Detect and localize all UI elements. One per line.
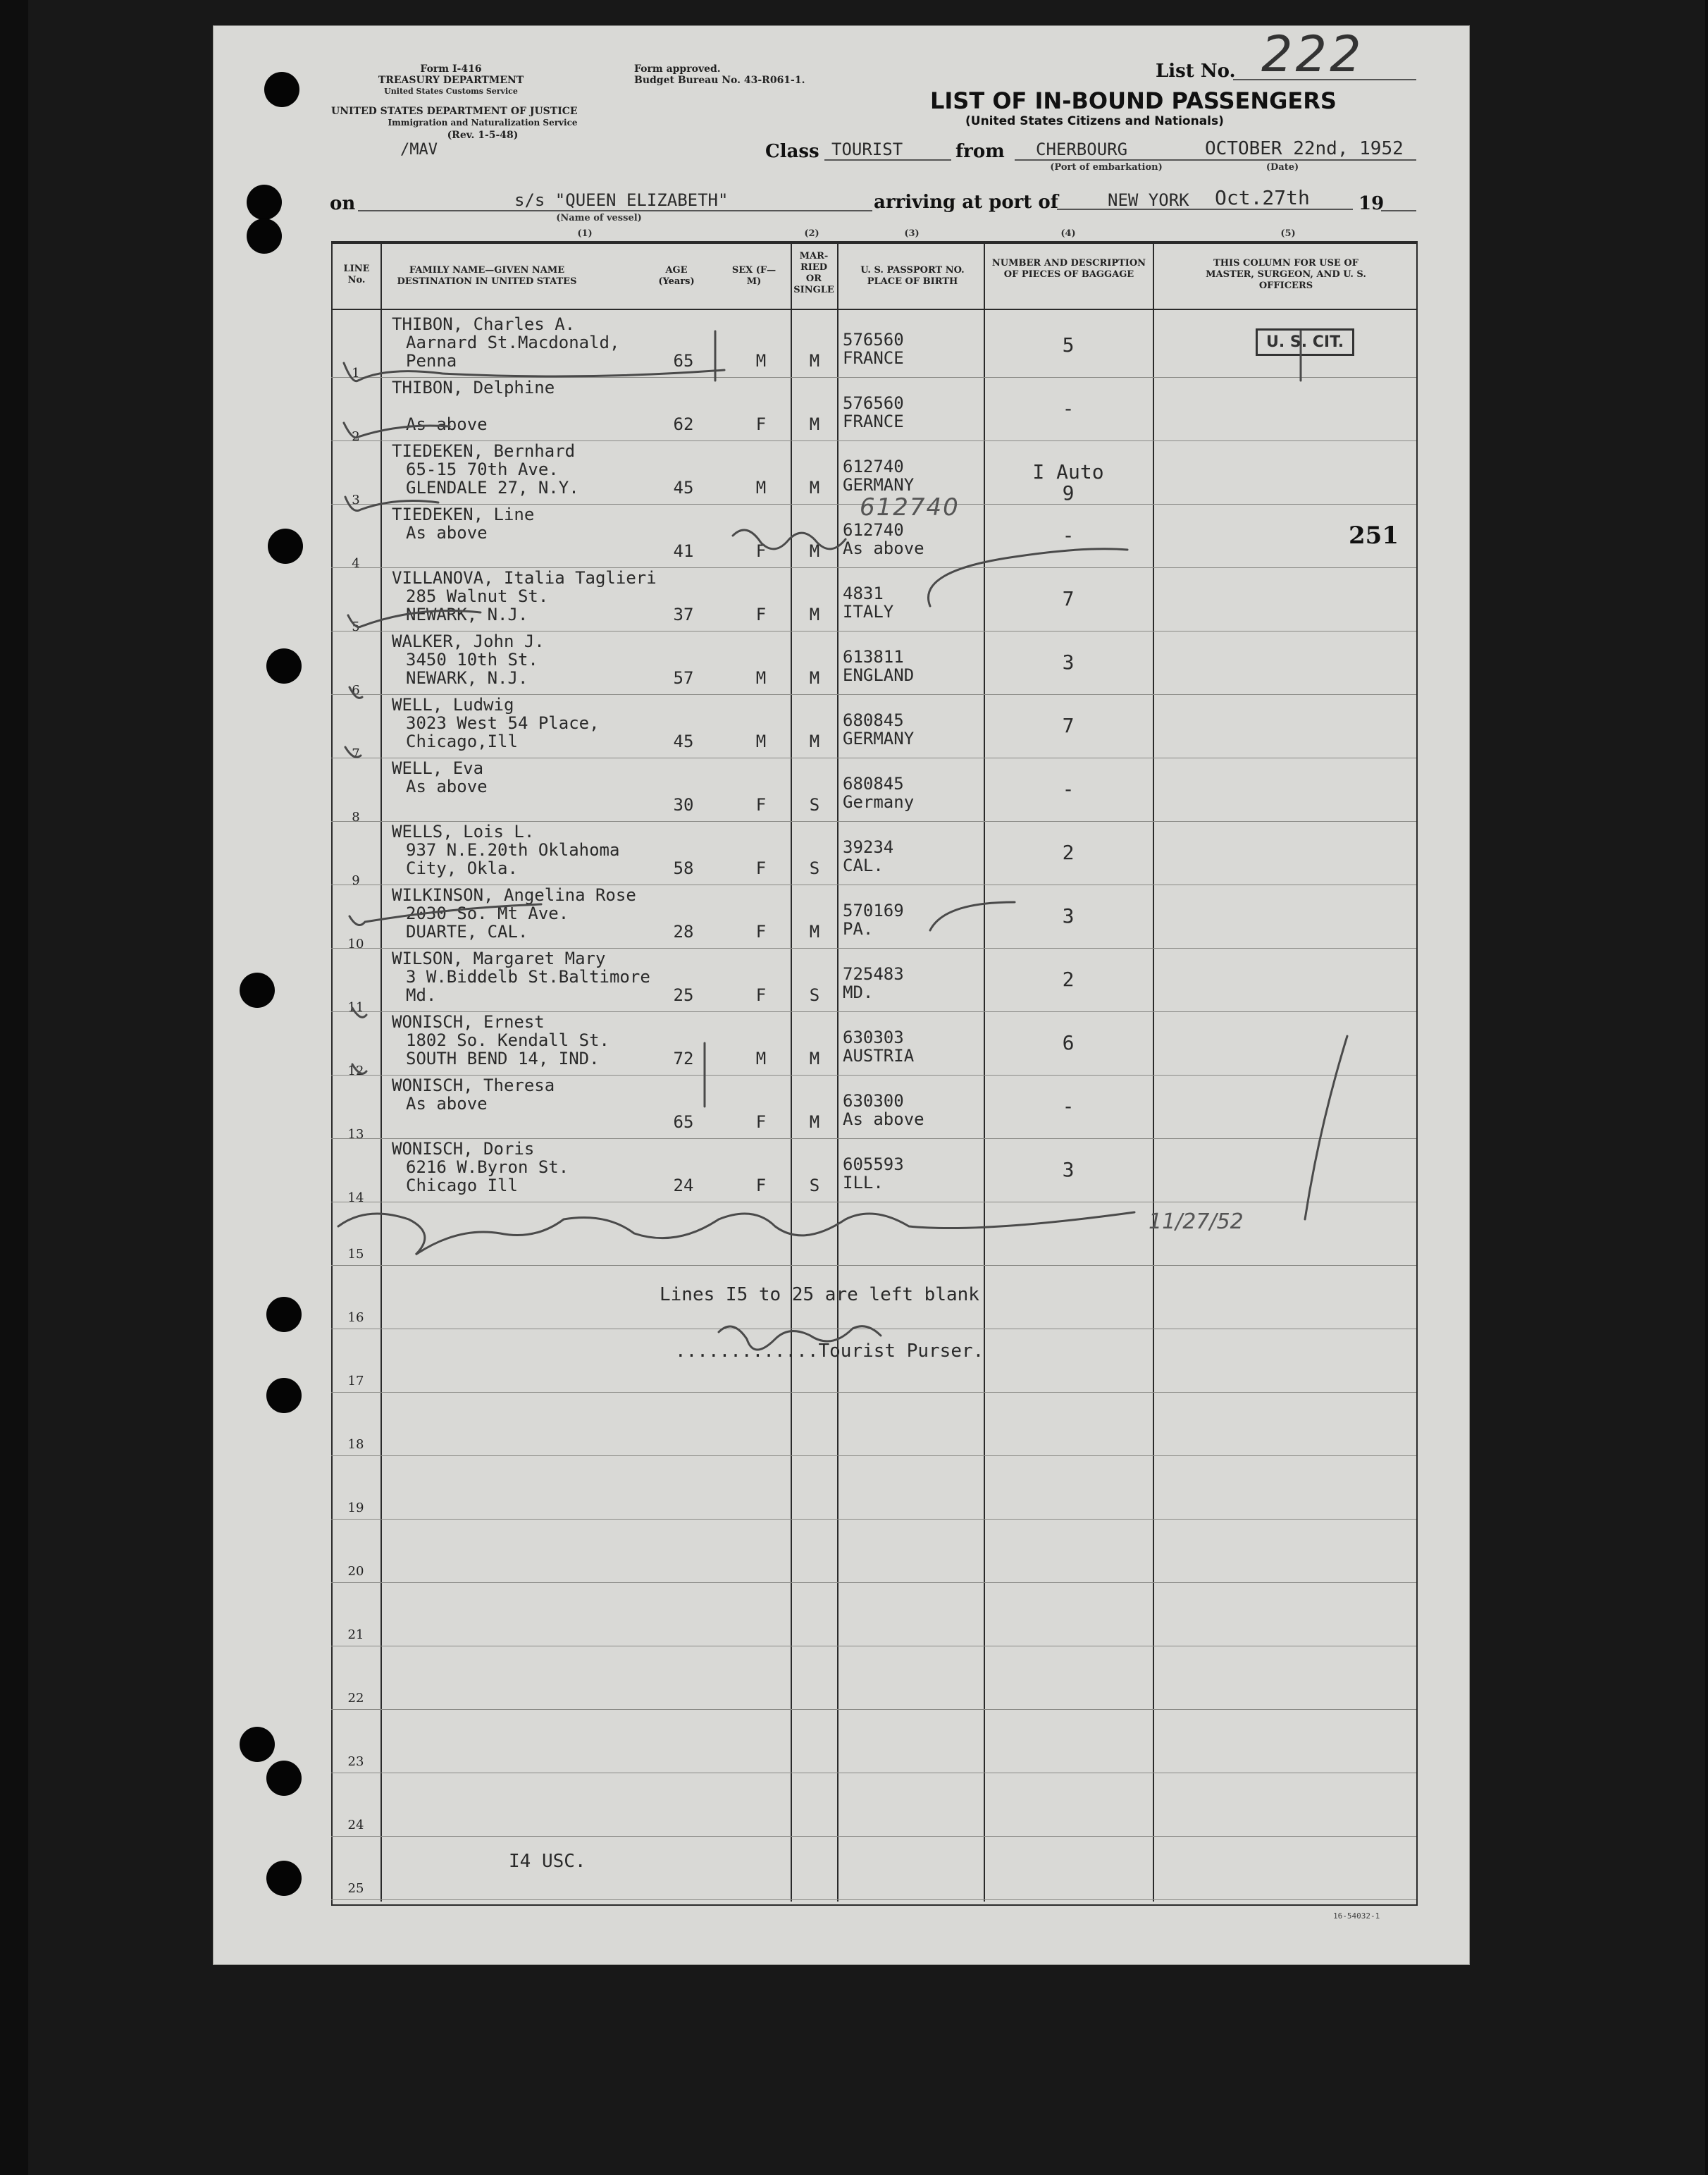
line-number: 20 bbox=[347, 1564, 364, 1579]
passenger-name: WONISCH, Ernest bbox=[392, 1012, 545, 1032]
marital-status: S bbox=[809, 858, 820, 878]
destination-line-2: SOUTH BEND 14, IND. bbox=[406, 1049, 600, 1068]
year-label: 19 bbox=[1359, 193, 1385, 214]
header-officers: THIS COLUMN FOR USE OF MASTER, SURGEON, AND U. S. OFFICERS bbox=[1206, 258, 1366, 291]
arrival-port: NEW YORK bbox=[1108, 190, 1189, 210]
baggage-count: I Auto bbox=[1032, 460, 1104, 483]
line-number: 13 bbox=[347, 1127, 364, 1142]
baggage-count: - bbox=[1062, 397, 1075, 420]
baggage-count: 6 bbox=[1062, 1031, 1075, 1054]
checkmark bbox=[352, 1064, 366, 1073]
date-caption: (Date) bbox=[1265, 162, 1299, 173]
passenger-name: WILKINSON, Angelina Rose bbox=[392, 885, 636, 905]
colnum-2: (2) bbox=[804, 228, 819, 239]
baggage-count: 3 bbox=[1062, 651, 1075, 674]
sex: M bbox=[755, 478, 767, 498]
footer-code: 16-54032-1 bbox=[1333, 1911, 1380, 1921]
passport-number: 39234 bbox=[843, 837, 894, 857]
destination-line-1: As above bbox=[406, 1094, 488, 1114]
sex: F bbox=[755, 985, 767, 1005]
marital-status: M bbox=[809, 668, 820, 688]
arriving-label: arriving at port of bbox=[874, 192, 1058, 213]
checkmark bbox=[344, 423, 450, 438]
list-number: 222 bbox=[1261, 25, 1364, 83]
age: 28 bbox=[673, 922, 694, 942]
header-age: AGE (Years) bbox=[658, 265, 695, 287]
age: 41 bbox=[673, 541, 694, 561]
side-number: 251 bbox=[1349, 522, 1399, 550]
checkmark bbox=[349, 687, 362, 698]
passenger-name: WILSON, Margaret Mary bbox=[392, 949, 606, 968]
destination-line-1: 1802 So. Kendall St. bbox=[406, 1030, 609, 1050]
destination-line-1: 2030 So. Mt Ave. bbox=[406, 904, 569, 923]
passenger-name: WONISCH, Doris bbox=[392, 1139, 535, 1159]
handwritten-annotation bbox=[733, 530, 846, 549]
marital-status: M bbox=[809, 541, 820, 561]
passenger-name: WELL, Ludwig bbox=[392, 695, 514, 715]
destination-line-1: 3 W.Biddelb St.Baltimore bbox=[406, 967, 650, 987]
destination-line-2: DUARTE, CAL. bbox=[406, 922, 528, 942]
line-number: 12 bbox=[347, 1064, 364, 1078]
place-of-birth: FRANCE bbox=[843, 348, 904, 368]
passport-number: 613811 bbox=[843, 647, 904, 667]
age: 65 bbox=[673, 351, 694, 371]
checkmark bbox=[1305, 1036, 1347, 1219]
destination-line-1: Aarnard St.Macdonald, bbox=[406, 333, 620, 352]
vessel-name: s/s "QUEEN ELIZABETH" bbox=[514, 190, 729, 210]
document-title: LIST OF IN-BOUND PASSENGERS bbox=[930, 87, 1337, 114]
baggage-count: 2 bbox=[1062, 968, 1075, 991]
line-number: 3 bbox=[352, 493, 360, 507]
checkmark bbox=[345, 747, 361, 757]
marital-status: M bbox=[809, 605, 820, 624]
age: 37 bbox=[673, 605, 694, 624]
passenger-name: WELL, Eva bbox=[392, 758, 484, 778]
vessel-caption: (Name of vessel) bbox=[556, 213, 642, 223]
passenger-name: WONISCH, Theresa bbox=[392, 1076, 555, 1095]
line-number: 11 bbox=[347, 1000, 364, 1015]
checkmark bbox=[345, 497, 438, 511]
line-number: 16 bbox=[347, 1310, 364, 1325]
checkmark bbox=[349, 904, 541, 925]
colnum-5: (5) bbox=[1280, 228, 1296, 239]
passport-number: 630303 bbox=[843, 1028, 904, 1047]
age: 65 bbox=[673, 1112, 694, 1132]
us-citizen-stamp: U. S. CIT. bbox=[1256, 328, 1354, 356]
destination-line-2: NEWARK, N.J. bbox=[406, 668, 528, 688]
sex: F bbox=[755, 414, 767, 434]
marital-status: M bbox=[809, 351, 820, 371]
line-number: 9 bbox=[352, 873, 360, 888]
checkmark bbox=[929, 549, 1128, 606]
header-sex: SEX (F—M) bbox=[731, 265, 776, 287]
line-number: 8 bbox=[352, 810, 360, 825]
clerk-initials: /MAV bbox=[400, 141, 438, 159]
on-label: on bbox=[330, 193, 356, 214]
colnum-3: (3) bbox=[904, 228, 920, 239]
form-number: Form I-416 bbox=[420, 63, 482, 75]
destination-line-2: NEWARK, N.J. bbox=[406, 605, 528, 624]
line-number: 24 bbox=[347, 1818, 364, 1832]
port-caption: (Port of embarkation) bbox=[1050, 162, 1163, 173]
line-number: 7 bbox=[352, 746, 360, 761]
line-number: 22 bbox=[347, 1691, 364, 1706]
handwritten-passport-note: 612740 bbox=[860, 493, 960, 522]
destination-line-1: As above bbox=[406, 523, 488, 543]
baggage-count: 3 bbox=[1062, 904, 1075, 928]
revision: (Rev. 1-5-48) bbox=[447, 130, 519, 141]
document-subtitle: (United States Citizens and Nationals) bbox=[965, 114, 1224, 128]
baggage-count: - bbox=[1062, 1095, 1075, 1118]
destination-line-2: GLENDALE 27, N.Y. bbox=[406, 478, 579, 498]
passenger-name: WALKER, John J. bbox=[392, 631, 545, 651]
line-number: 15 bbox=[347, 1247, 364, 1262]
place-of-birth: ILL. bbox=[843, 1173, 884, 1193]
place-of-birth: Germany bbox=[843, 792, 915, 812]
marital-status: M bbox=[809, 922, 820, 942]
baggage-count: 3 bbox=[1062, 1158, 1075, 1181]
form-approved: Form approved. bbox=[634, 63, 721, 75]
line-number: 1 bbox=[352, 366, 360, 381]
line-number: 10 bbox=[347, 937, 364, 951]
passenger-name: TIEDEKEN, Line bbox=[392, 505, 535, 524]
passport-number: 605593 bbox=[843, 1154, 904, 1174]
passport-number: 725483 bbox=[843, 964, 904, 984]
marital-status: M bbox=[809, 1049, 820, 1068]
destination-line-2: Chicago Ill bbox=[406, 1176, 518, 1195]
sex: F bbox=[755, 541, 767, 561]
passport-number: 630300 bbox=[843, 1091, 904, 1111]
age: 45 bbox=[673, 478, 694, 498]
sex: F bbox=[755, 858, 767, 878]
embarkation-date: OCTOBER 22nd, 1952 bbox=[1205, 138, 1404, 159]
destination-line-1: 937 N.E.20th Oklahoma bbox=[406, 840, 620, 860]
marital-status: S bbox=[809, 795, 820, 815]
line-number: 5 bbox=[352, 620, 360, 634]
list-no-label: List No. bbox=[1156, 61, 1236, 82]
passport-number: 576560 bbox=[843, 330, 904, 350]
passport-number: 680845 bbox=[843, 710, 904, 730]
sex: F bbox=[755, 922, 767, 942]
place-of-birth: FRANCE bbox=[843, 412, 904, 431]
class-label: Class bbox=[765, 141, 819, 162]
sex: M bbox=[755, 668, 767, 688]
class-value: TOURIST bbox=[831, 140, 903, 159]
header-baggage: NUMBER AND DESCRIPTION OF PIECES OF BAGGAGE bbox=[991, 258, 1146, 280]
passport-number: 576560 bbox=[843, 393, 904, 413]
baggage-count: - bbox=[1062, 524, 1075, 547]
baggage-count: - bbox=[1062, 777, 1075, 801]
age: 30 bbox=[673, 795, 694, 815]
passport-number: 570169 bbox=[843, 901, 904, 920]
age: 62 bbox=[673, 414, 694, 434]
place-of-birth: GERMANY bbox=[843, 729, 915, 748]
marital-status: M bbox=[809, 1112, 820, 1132]
passport-number: 4831 bbox=[843, 584, 884, 603]
checkmark bbox=[344, 363, 724, 381]
baggage-count: 7 bbox=[1062, 714, 1075, 737]
justice-dept: UNITED STATES DEPARTMENT OF JUSTICE bbox=[331, 106, 578, 117]
destination-line-2: Md. bbox=[406, 985, 437, 1005]
passenger-name: VILLANOVA, Italia Taglieri bbox=[392, 568, 657, 588]
place-of-birth: As above bbox=[843, 538, 924, 558]
baggage-count: 2 bbox=[1062, 841, 1075, 864]
place-of-birth: CAL. bbox=[843, 856, 884, 875]
line-number: 19 bbox=[347, 1501, 364, 1515]
line-number: 14 bbox=[347, 1190, 364, 1205]
age: 58 bbox=[673, 858, 694, 878]
place-of-birth: MD. bbox=[843, 982, 874, 1002]
checkmark bbox=[352, 1008, 366, 1017]
blank-lines-note: Lines I5 to 25 are left blank bbox=[660, 1284, 979, 1305]
passport-number: 612740 bbox=[843, 457, 904, 476]
age: 25 bbox=[673, 985, 694, 1005]
passport-number: 680845 bbox=[843, 774, 904, 794]
destination-line-2: Chicago,Ill bbox=[406, 732, 518, 751]
port-of-embarkation: CHERBOURG bbox=[1036, 140, 1128, 159]
age: 57 bbox=[673, 668, 694, 688]
destination-line-2: City, Okla. bbox=[406, 858, 518, 878]
age: 45 bbox=[673, 732, 694, 751]
arrival-date: Oct.27th bbox=[1215, 186, 1310, 209]
baggage-count: 7 bbox=[1062, 587, 1075, 610]
checkmark bbox=[930, 902, 1015, 930]
destination-line-2: Penna bbox=[406, 351, 457, 371]
age: 24 bbox=[673, 1176, 694, 1195]
budget-bureau: Budget Bureau No. 43-R061-1. bbox=[634, 75, 805, 86]
line-number: 25 bbox=[347, 1881, 364, 1896]
line-number: 6 bbox=[352, 683, 360, 698]
purser-line: .............Tourist Purser. bbox=[675, 1341, 984, 1362]
line-number: 4 bbox=[352, 556, 360, 571]
ins-service: Immigration and Naturalization Service bbox=[388, 118, 578, 128]
destination-line-2: As above bbox=[406, 414, 488, 434]
age: 72 bbox=[673, 1049, 694, 1068]
header-line: LINE No. bbox=[343, 264, 370, 285]
sex: M bbox=[755, 351, 767, 371]
line-number: 23 bbox=[347, 1754, 364, 1769]
destination-line-1: 285 Walnut St. bbox=[406, 586, 549, 606]
place-of-birth: AUSTRIA bbox=[843, 1046, 915, 1066]
passenger-name: THIBON, Delphine bbox=[392, 378, 555, 398]
place-of-birth: GERMANY bbox=[843, 475, 915, 495]
from-label: from bbox=[955, 141, 1005, 162]
destination-line-1: As above bbox=[406, 777, 488, 796]
header-name: FAMILY NAME—GIVEN NAME DESTINATION IN UNITED STATES bbox=[397, 265, 577, 287]
passenger-name: THIBON, Charles A. bbox=[392, 314, 576, 334]
marital-status: M bbox=[809, 732, 820, 751]
line-number: 17 bbox=[347, 1374, 364, 1388]
place-of-birth: As above bbox=[843, 1109, 924, 1129]
header-married: MAR- RIED OR SINGLE bbox=[793, 251, 834, 295]
customs-service: United States Customs Service bbox=[384, 87, 518, 96]
place-of-birth: ENGLAND bbox=[843, 665, 915, 685]
checkmark bbox=[348, 611, 481, 627]
usc-note: I4 USC. bbox=[509, 1851, 586, 1872]
place-of-birth: ITALY bbox=[843, 602, 894, 622]
marital-status: S bbox=[809, 1176, 820, 1195]
colnum-1: (1) bbox=[577, 228, 593, 239]
passenger-name: TIEDEKEN, Bernhard bbox=[392, 441, 576, 461]
treasury-dept: TREASURY DEPARTMENT bbox=[378, 75, 524, 86]
sex: F bbox=[755, 1176, 767, 1195]
line-number: 2 bbox=[352, 429, 360, 444]
marital-status: M bbox=[809, 478, 820, 498]
line-number: 18 bbox=[347, 1437, 364, 1452]
line-number: 21 bbox=[347, 1627, 364, 1642]
passenger-name: WELLS, Lois L. bbox=[392, 822, 535, 842]
sex: F bbox=[755, 1112, 767, 1132]
destination-line-1: 6216 W.Byron St. bbox=[406, 1157, 569, 1177]
destination-line-1: 3023 West 54 Place, bbox=[406, 713, 600, 733]
place-of-birth: PA. bbox=[843, 919, 874, 939]
header-passport: U. S. PASSPORT NO. PLACE OF BIRTH bbox=[860, 265, 965, 287]
sex: M bbox=[755, 1049, 767, 1068]
baggage-count-2: 9 bbox=[1062, 481, 1075, 505]
signature-stroke bbox=[338, 1212, 1134, 1255]
marital-status: S bbox=[809, 985, 820, 1005]
passport-number: 612740 bbox=[843, 520, 904, 540]
baggage-count: 5 bbox=[1062, 333, 1075, 357]
sex: M bbox=[755, 732, 767, 751]
marital-status: M bbox=[809, 414, 820, 434]
colnum-4: (4) bbox=[1060, 228, 1076, 239]
signature-date: 11/27/52 bbox=[1149, 1209, 1244, 1234]
sex: F bbox=[755, 605, 767, 624]
destination-line-1: 65-15 70th Ave. bbox=[406, 460, 559, 479]
destination-line-1: 3450 10th St. bbox=[406, 650, 538, 670]
sex: F bbox=[755, 795, 767, 815]
